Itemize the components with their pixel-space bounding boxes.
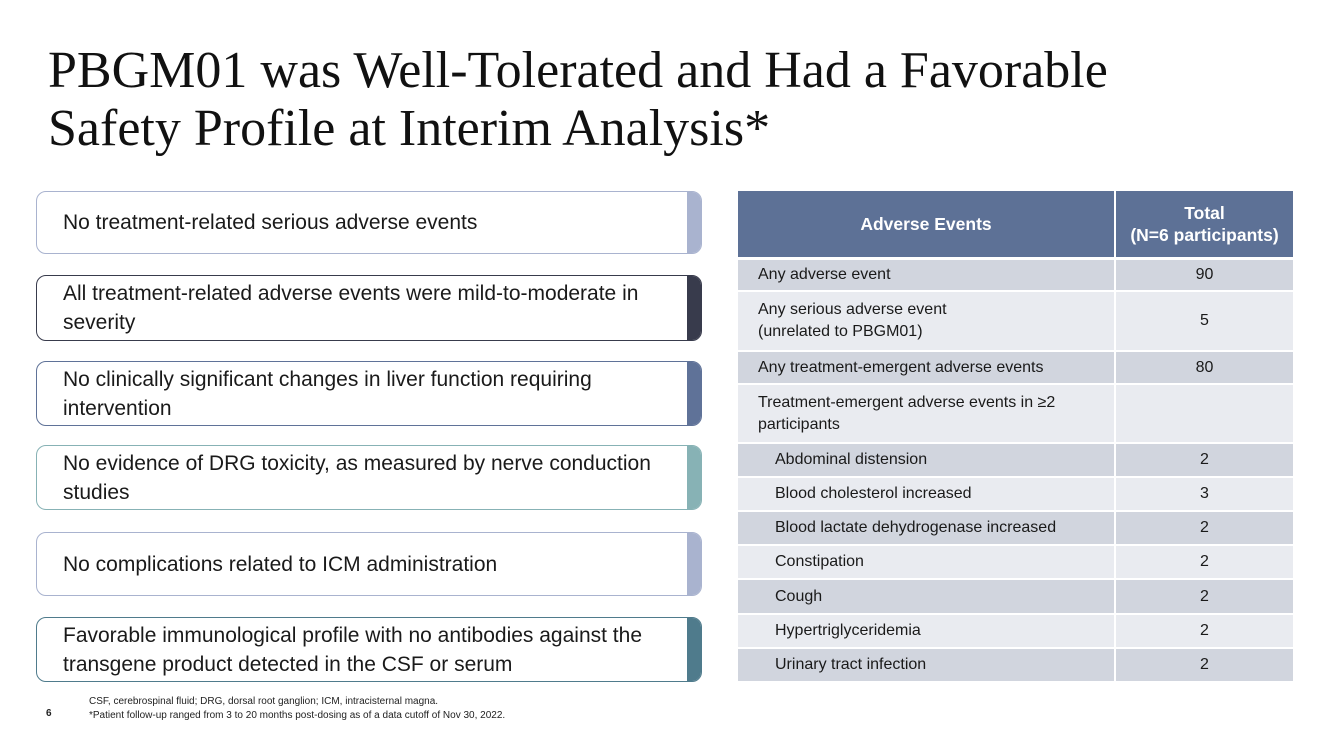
finding-text: No evidence of DRG toxicity, as measured by nerve conduction studies [63,451,651,504]
slide-title-line-1: PBGM01 was Well-Tolerated and Had a Favorable [48,42,1108,99]
event-total: 2 [1115,511,1293,545]
event-total: 2 [1115,648,1293,682]
event-label: Constipation [738,545,1115,579]
finding-accent-bar [687,618,701,681]
finding-box [36,445,702,510]
event-label: Hypertriglyceridemia [738,614,1115,648]
finding-accent-bar [687,362,701,425]
event-label: Abdominal distension [738,443,1115,477]
event-total [1115,384,1293,443]
finding-box [36,275,702,341]
table-row [738,545,1293,579]
table-row [738,511,1293,545]
table-row [738,351,1293,384]
event-label: Blood cholesterol increased [738,477,1115,511]
column-header-total-line-1: Total [1184,202,1225,223]
finding-text: Favorable immunological profile with no antibodies against the transgene product detected in the CSF or serum [63,623,642,676]
event-label [738,384,1115,443]
slide-title-line-2: Safety Profile at Interim Analysis* [48,100,771,157]
finding-box [36,361,702,426]
event-total: 90 [1115,258,1293,291]
table-row [738,648,1293,682]
finding-accent-bar [687,276,701,340]
table-row [738,443,1293,477]
event-label-line-1: Any serious adverse event [758,301,947,318]
finding-text: No clinically significant changes in liver function requiring intervention [63,367,592,420]
event-label-line-2: (unrelated to PBGM01) [758,323,923,340]
finding-accent-bar [687,192,701,253]
event-total: 2 [1115,614,1293,648]
finding-accent-bar [687,533,701,595]
finding-box [36,532,702,596]
column-header-total-line-2: (N=6 participants) [1130,224,1279,245]
event-total: 5 [1115,291,1293,351]
event-total: 2 [1115,545,1293,579]
event-label: Any treatment-emergent adverse events [738,351,1115,384]
finding-text: No treatment-related serious adverse events [63,211,478,234]
event-label: Urinary tract infection [738,648,1115,682]
event-label [738,291,1115,351]
column-header-total [1115,191,1293,258]
event-total: 80 [1115,351,1293,384]
finding-accent-bar [687,446,701,509]
event-label: Any adverse event [738,258,1115,291]
event-total: 2 [1115,579,1293,614]
event-label: Blood lactate dehydrogenase increased [738,511,1115,545]
table-row [738,477,1293,511]
finding-box [36,617,702,682]
slide-title [48,42,1288,158]
table-row [738,384,1293,443]
finding-text: All treatment-related adverse events were mild-to-moderate in severity [63,282,639,334]
event-label-line-2: participants [758,415,840,433]
footnote-follow-up: *Patient follow-up ranged from 3 to 20 months post-dosing as of a data cutoff of Nov 30, 2022. [89,710,506,721]
finding-text: No complications related to ICM administration [63,552,498,576]
footnote-abbreviations: CSF, cerebrospinal fluid; DRG, dorsal root ganglion; ICM, intracisternal magna. [89,696,439,707]
footnotes [89,695,505,723]
event-total: 3 [1115,477,1293,511]
table-row [738,579,1293,614]
event-label-line-1: Treatment-emergent adverse events in ≥2 [758,393,1056,411]
event-label: Cough [738,579,1115,614]
event-total: 2 [1115,443,1293,477]
table-row [738,614,1293,648]
column-header-adverse-events: Adverse Events [738,191,1115,258]
page-number: 6 [46,708,52,719]
table-row [738,258,1293,291]
table-header-row [738,191,1293,258]
finding-box [36,191,702,254]
table-row [738,291,1293,351]
adverse-events-table [738,191,1293,683]
